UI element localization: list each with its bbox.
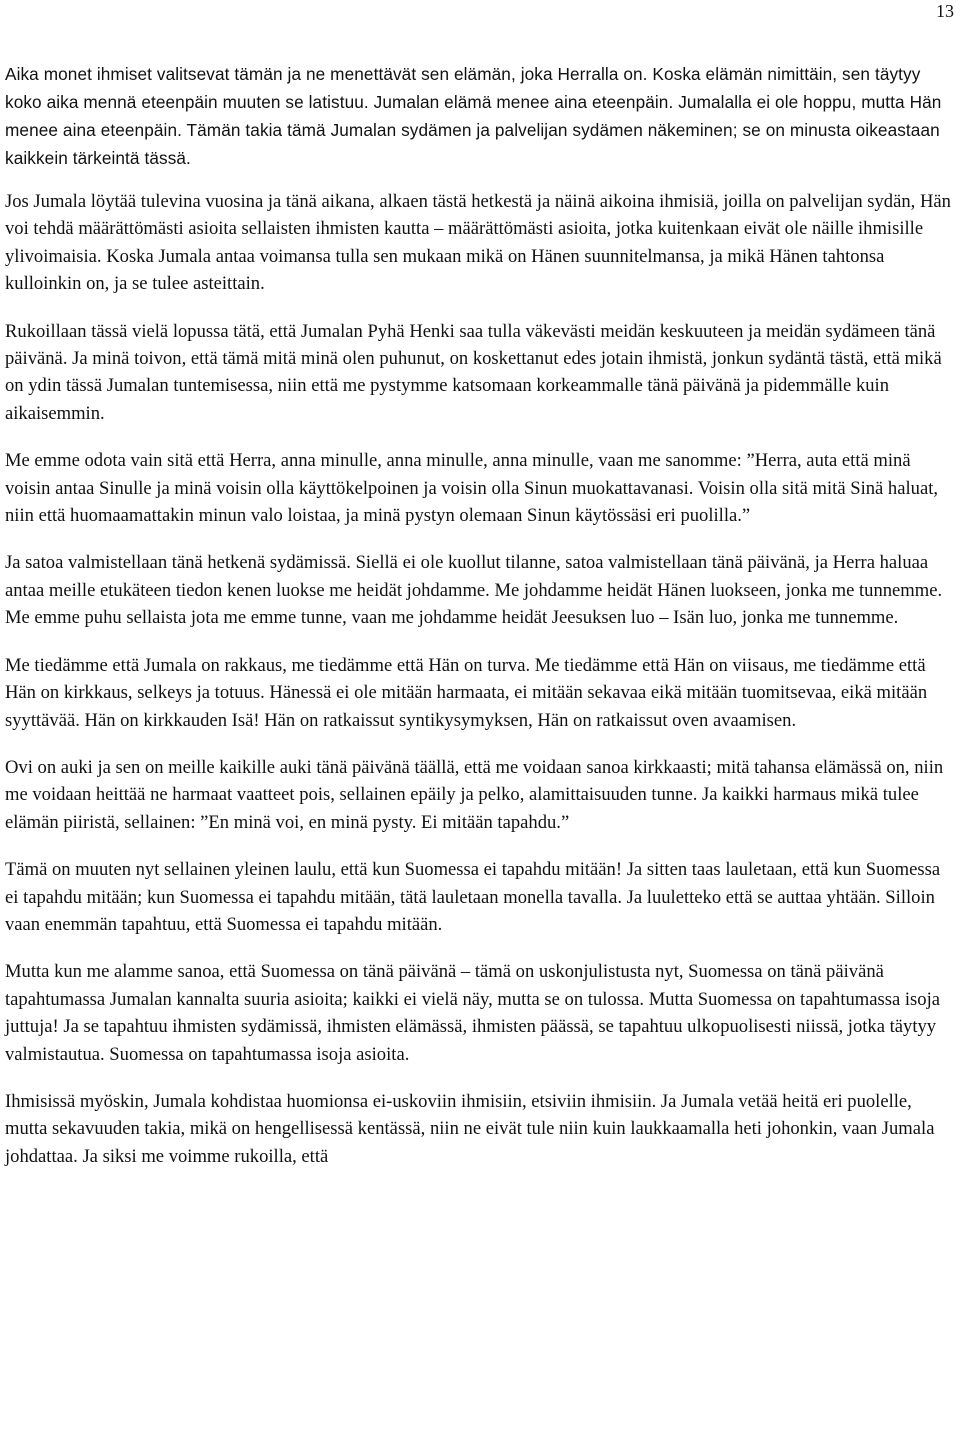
paragraph-5: Ja satoa valmistellaan tänä hetkenä sydämissä. Siellä ei ole kuollut tilanne, satoa valmistellaan tänä päivänä, ja Herra haluaa antaa meille etukäteen tiedon kenen luokse me heidät johdamme. Me johdamme heidät Hänen luokseen, jonka me tunnemme. Me emme puhu sellaista jota me emme tunne, vaan me johdamme heidät Jeesuksen luo – Isän luo, jonka me tunnemme.	[5, 552, 943, 629]
paragraph-6: Me tiedämme että Jumala on rakkaus, me tiedämme että Hän on turva. Me tiedämme että Hän on viisaus, me tiedämme että Hän on kirkkaus, selkeys ja totuus. Hänessä ei ole mitään harmaata, ei mitään sekavaa eikä mitään tuomitsevaa, eikä mitään syyttävää. Hän on kirkkauden Isä! Hän on ratkaissut syntikysymyksen, Hän on ratkaissut oven avaamisen.	[5, 654, 928, 731]
paragraph-8: Tämä on muuten nyt sellainen yleinen laulu, että kun Suomessa ei tapahdu mitään! Ja sitten taas lauletaan, että kun Suomessa ei tapahdu mitään; kun Suomessa ei tapahdu mitään, tätä lauletaan monella tavalla. Ja luuletteko että se auttaa yhtään. Silloin vaan enemmän tapahtuu, että Suomessa ei tapahdu mitään.	[5, 859, 941, 935]
paragraph-9: Mutta kun me alamme sanoa, että Suomessa on tänä päivänä – tämä on uskonjulistusta nyt, Suomessa on tänä päivänä tapahtumassa Jumalan kannalta suuria asioita; kaikki ei vielä näy, mutta se on tulossa. Mutta Suomessa on tapahtumassa isoja juttuja! Ja se tapahtuu ihmisten sydämissä, ihmisten elämässä, ihmisten päässä, se tapahtuu ulkopuolisesti niissä, jotka täytyy valmistautua. Suomessa on tapahtumassa isoja asioita.	[5, 961, 940, 1065]
paragraph-2: Jos Jumala löytää tulevina vuosina ja tänä aikana, alkaen tästä hetkestä ja näinä aikoina ihmisiä, joilla on palvelijan sydän, Hän voi tehdä määrättömästi asioita sellaisten ihmisten kautta – määrättömästi asioita, jotka kuitenkaan eivät ole näille ihmisille ylivoimaisia. Koska Jumala antaa voimansa tulla sen mukaan mikä on Hänen suunnitelmansa, ja mikä Hänen tahtonsa kulloinkin on, ja se tulee asteittain.	[5, 191, 951, 295]
paragraph-1: Aika monet ihmiset valitsevat tämän ja ne menettävät sen elämän, joka Herralla on. Koska elämän nimittäin, sen täytyy koko aika mennä eteenpäin muuten se latistuu. Jumalan elämä menee aina eteenpäin. Jumalalla ei ole hoppu, mutta Hän menee aina eteenpäin. Tämän takia tämä Jumalan sydämen ja palvelijan sydämen näkeminen; se on minusta oikeastaan kaikkein tärkeintä tässä.	[5, 64, 942, 168]
document-body	[5, 60, 955, 1190]
page-number: 13	[936, 1, 954, 21]
paragraph-10: Ihmisissä myöskin, Jumala kohdistaa huomionsa ei-uskoviin ihmisiin, etsiviin ihmisiin. Ja Jumala vetää heitä eri puolelle, mutta sekavuuden takia, mikä on hengellisessä kentässä, niin ne eivät tule niin kuin laukkaamalla heti johonkin, vaan Jumala johdattaa. Ja siksi me voimme rukoilla, että	[5, 1090, 935, 1167]
paragraph-3: Rukoillaan tässä vielä lopussa tätä, että Jumalan Pyhä Henki saa tulla väkevästi meidän keskuuteen ja meidän sydämeen tänä päivänä. Ja minä toivon, että tämä mitä minä olen puhunut, on koskettanut edes jotain ihmistä, jonkun sydäntä tästä, että mikä on ydin tässä Jumalan tuntemisessa, niin että me pystymme katsomaan korkeammalle tänä päivänä ja pidemmälle kuin aikaisemmin.	[5, 320, 942, 424]
paragraph-7: Ovi on auki ja sen on meille kaikille auki tänä päivänä täällä, että me voidaan sanoa kirkkaasti; mitä tahansa elämässä on, niin me voidaan heittää ne harmaat vaatteet pois, sellainen epäily ja pelko, alamittaisuuden tunne. Ja kaikki harmaus mikä tulee elämän piiristä, sellainen: ”En minä voi, en minä pysty. Ei mitään tapahdu.”	[5, 756, 944, 833]
paragraph-4: Me emme odota vain sitä että Herra, anna minulle, anna minulle, anna minulle, vaan me sanomme: ”Herra, auta että minä voisin antaa Sinulle ja minä voisin olla käyttökelpoinen ja voisin olla Sinun muokattavanasi. Voisin olla sitä mitä Sinä haluat, niin että huomaamattakin minun valo loistaa, ja minä pystyn olemaan Sinun käytössäsi eri puolilla.”	[5, 450, 939, 527]
